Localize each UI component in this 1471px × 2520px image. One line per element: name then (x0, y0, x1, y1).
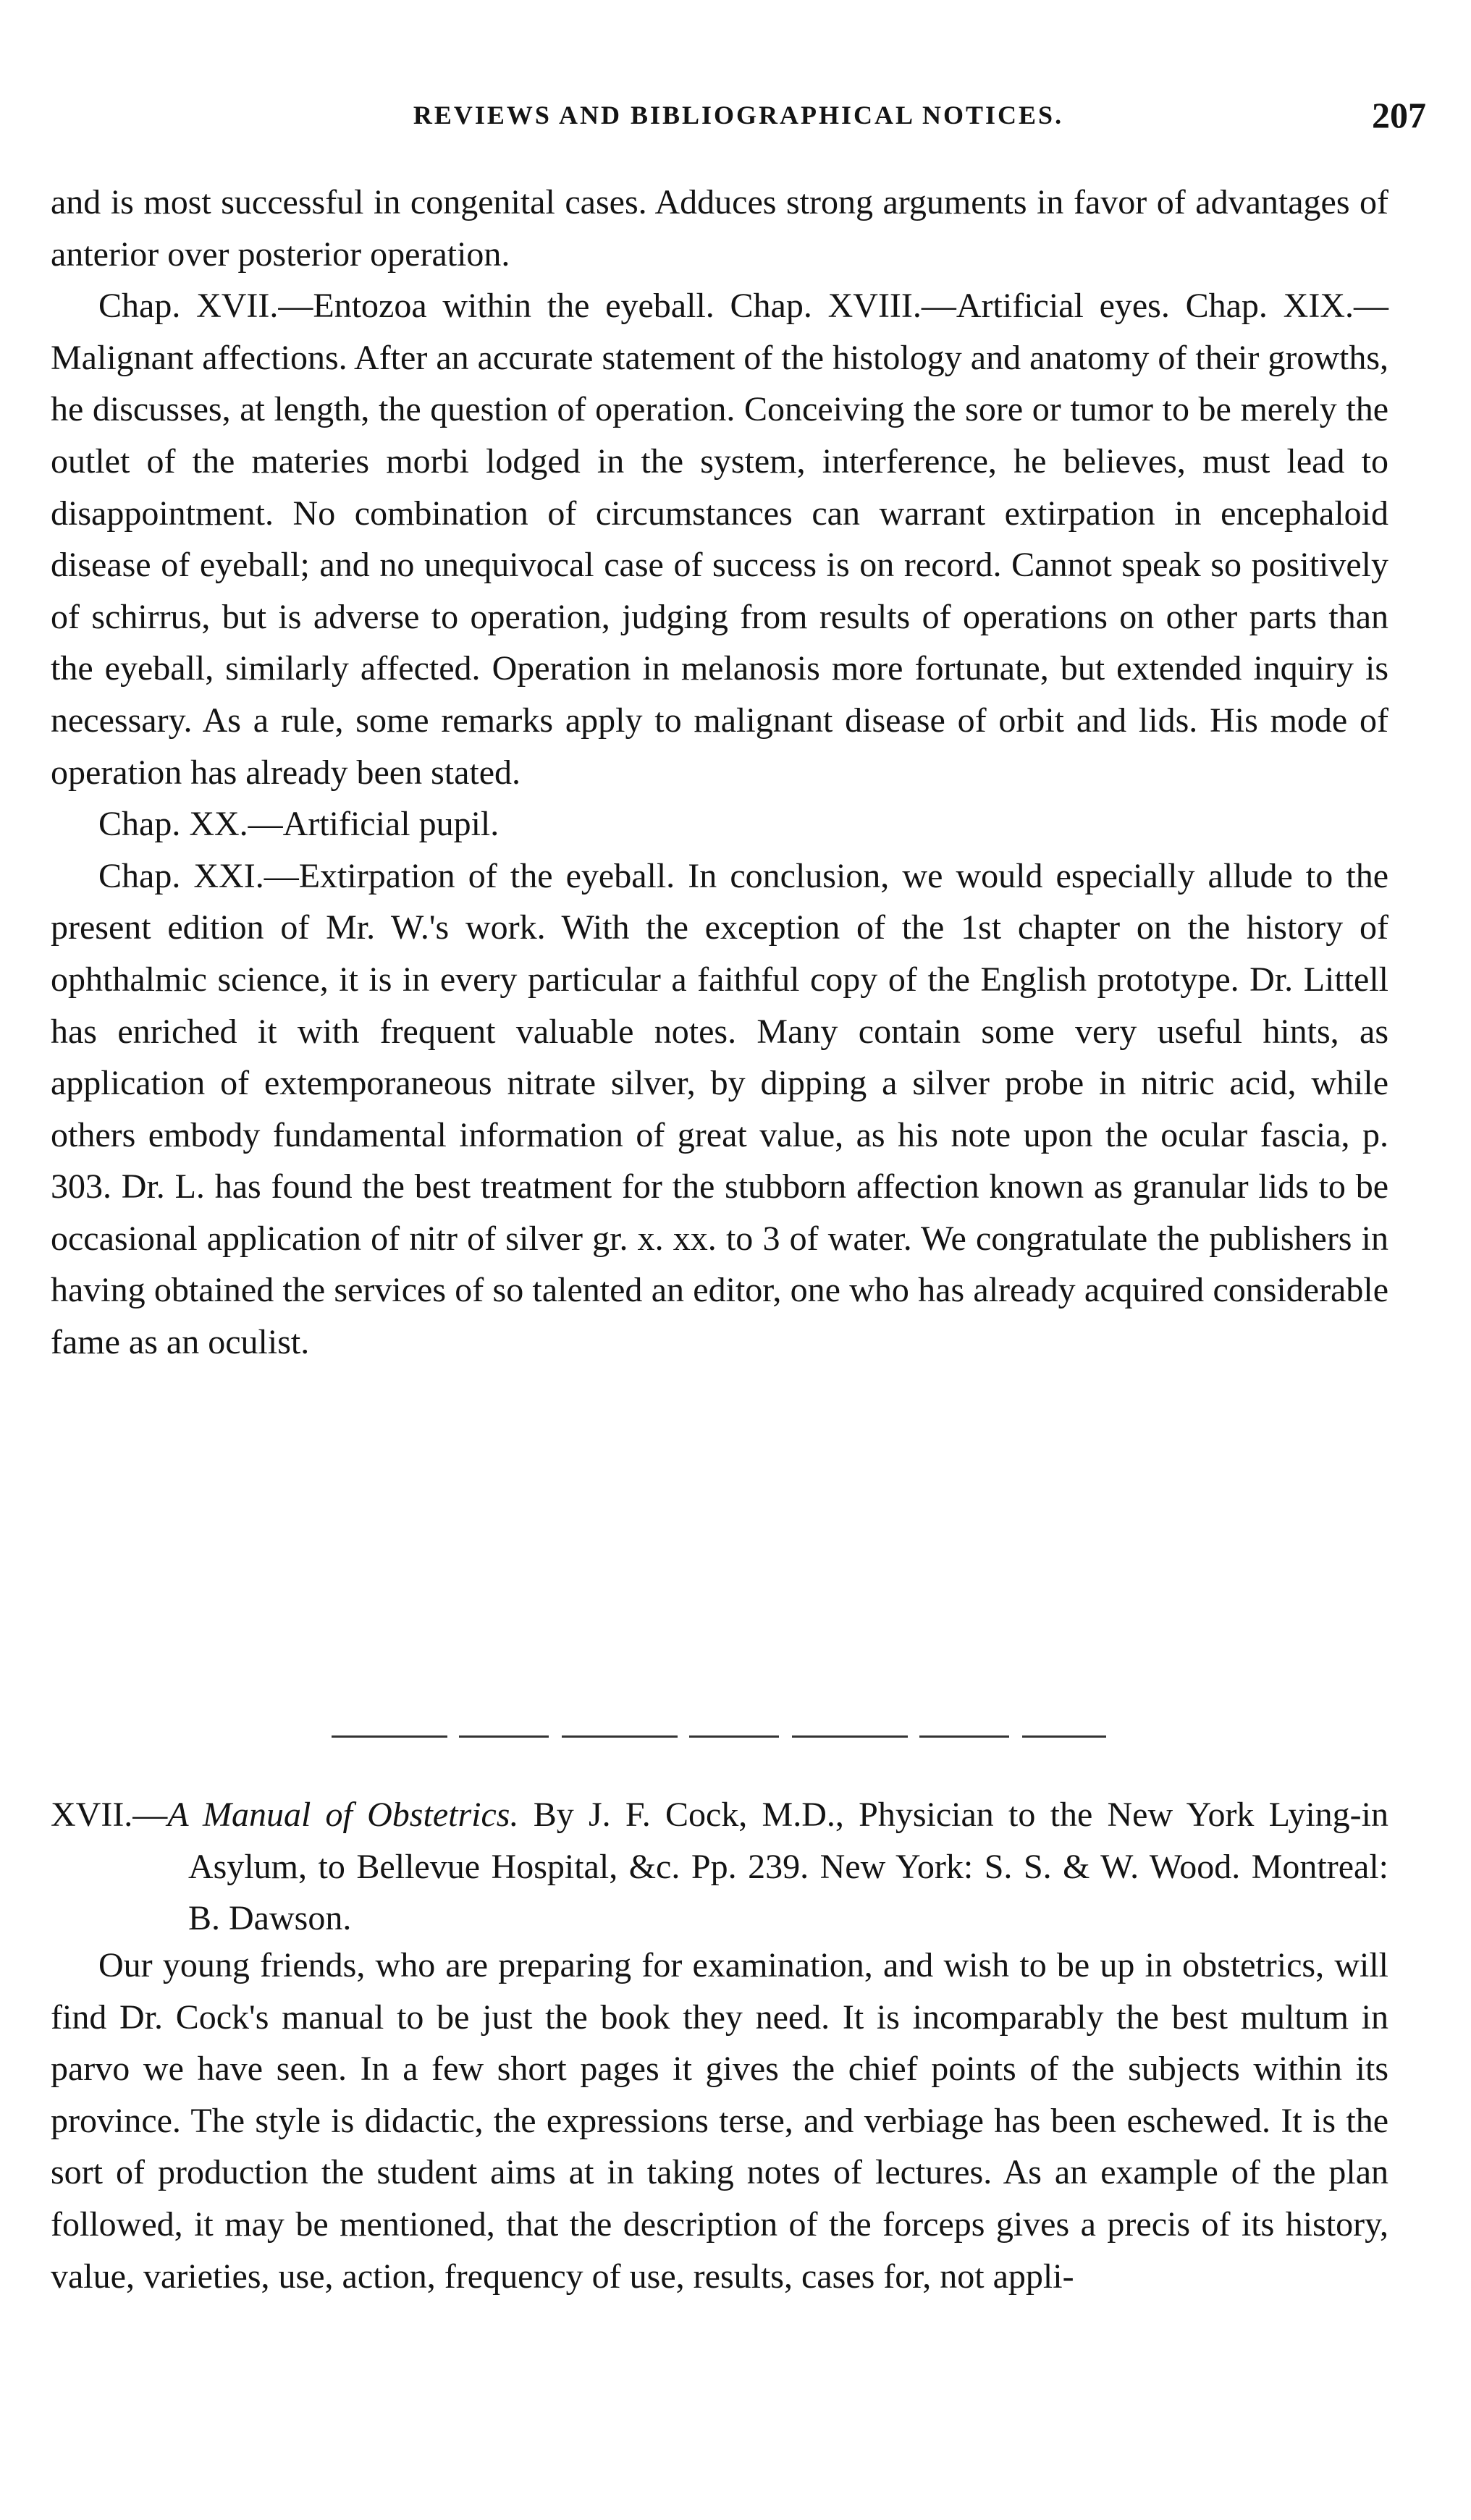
running-title: REVIEWS AND BIBLIOGRAPHICAL NOTICES. (413, 101, 1064, 130)
paragraph: Chap. XXI.—Extirpation of the eyeball. In conclusion, we would especially allude to the present edition of Mr. W.'s work. With the exception of the 1st chapter on the history of ophthalmic science, it is in every particular a faithful copy of the English prototype. Dr. Littell has enriched it with frequent valuable notes. Many contain some very useful hints, as application of extemporaneous nitrate silver, by dipping a silver probe in nitric acid, while others embody fundamental information of great value, as his note upon the ocular fascia, p. 303. Dr. L. has found the best treatment for the stubborn affection known as granular lids to be occasional application of nitr of silver gr. x. xx. to 3 of water. We congratulate the publishers in having obtained the services of so talented an editor, one who has already acquired considerable fame as an oculist. (51, 856, 1388, 1362)
review-continued (51, 177, 1388, 1369)
page-number: 207 (1372, 95, 1426, 135)
paragraph: Chap. XX.—Artificial pupil. (98, 805, 500, 844)
article-title: A Manual of Obstetrics. (167, 1796, 519, 1834)
paragraph: Chap. XVII.—Entozoa within the eyeball. Chap. XVIII.—Artificial eyes. Chap. XIX.—Malignant affections. After an accurate statement of the histology and anatomy of their growths, he discusses, at length, the question of operation. Conceiving the sore or tumor to be merely the outlet of the materies morbi lodged in the system, interference, he believes, must lead to disappointment. No combination of circumstances can warrant extirpation in encephaloid disease of eyeball; and no unequivocal case of success is on record. Cannot speak so positively of schirrus, but is adverse to operation, judging from results of operations on other parts than the eyeball, similarly affected. Operation in melanosis more fortunate, but extended inquiry is necessary. As a rule, some remarks apply to malignant disease of orbit and lids. His mode of operation has already been stated. (51, 287, 1388, 792)
article-byline: By J. F. Cock, M.D., Physician to the New York Lying-in Asylum, to Bellevue Hospital, &c. Pp. 239. New York: S. S. & W. Wood. Montreal: B. Dawson. (188, 1796, 1388, 1938)
section-divider (332, 1735, 1106, 1738)
article-number: XVII.— (51, 1796, 168, 1834)
paragraph: and is most successful in congenital cases. Adduces strong arguments in favor of advantages of anterior over posterior operation. (51, 183, 1388, 274)
review-new (51, 1940, 1388, 2302)
article-heading (51, 1789, 1388, 1945)
paragraph: Our young friends, who are preparing for examination, and wish to be up in obstetrics, will find Dr. Cock's manual to be just the book they need. It is incomparably the best multum in parvo we have seen. In a few short pages it gives the chief points of the subjects within its province. The style is didactic, the expressions terse, and verbiage has been eschewed. It is the sort of production the student aims at in taking notes of lectures. As an example of the plan followed, it may be mentioned, that the description of the forceps gives a precis of its history, value, varieties, use, action, frequency of use, results, cases for, not appli- (51, 1946, 1388, 2296)
page-header (51, 95, 1426, 143)
